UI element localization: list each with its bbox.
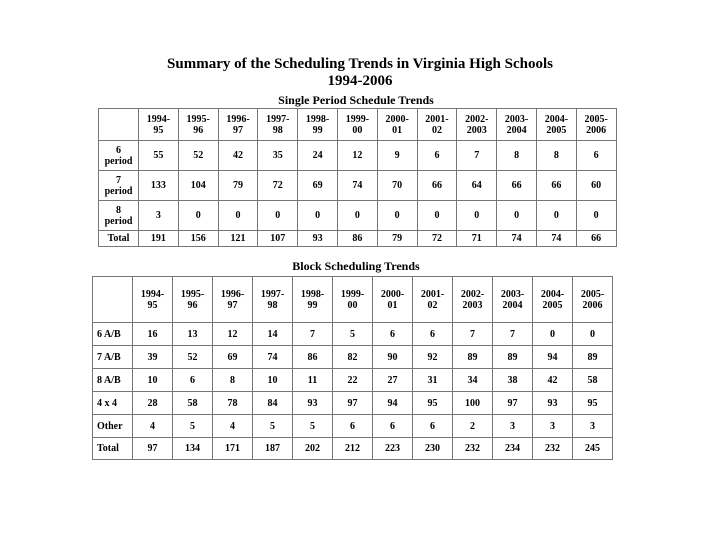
year-header: 1999- 00 <box>333 277 373 323</box>
table-cell: 66 <box>417 171 457 201</box>
table-cell: 234 <box>493 438 533 460</box>
year-header: 2000- 01 <box>377 109 417 141</box>
table-cell: 6 <box>413 323 453 346</box>
table-cell: 74 <box>337 171 377 201</box>
table-cell: 0 <box>178 201 218 231</box>
table-cell: 31 <box>413 369 453 392</box>
table-row <box>99 231 617 247</box>
table-cell: 10 <box>133 369 173 392</box>
table-cell: 121 <box>218 231 258 247</box>
table-cell: 0 <box>497 201 537 231</box>
table-cell: 12 <box>337 141 377 171</box>
row-label: 8 period <box>99 201 139 231</box>
table-cell: 104 <box>178 171 218 201</box>
block-title: Block Scheduling Trends <box>292 259 420 273</box>
table-cell: 13 <box>173 323 213 346</box>
table-cell: 28 <box>133 392 173 415</box>
table-cell: 0 <box>218 201 258 231</box>
row-label: 8 A/B <box>93 369 133 392</box>
table-cell: 7 <box>293 323 333 346</box>
table-cell: 6 <box>373 415 413 438</box>
table-cell: 42 <box>533 369 573 392</box>
table-cell: 60 <box>576 171 616 201</box>
table-row <box>93 415 613 438</box>
table-cell: 5 <box>253 415 293 438</box>
row-label: Total <box>99 231 139 247</box>
table-cell: 3 <box>573 415 613 438</box>
table-cell: 6 <box>333 415 373 438</box>
table-cell: 230 <box>413 438 453 460</box>
table-cell: 187 <box>253 438 293 460</box>
table-cell: 72 <box>258 171 298 201</box>
table-cell: 38 <box>493 369 533 392</box>
table-cell: 71 <box>457 231 497 247</box>
year-header: 1997- 98 <box>253 277 293 323</box>
table-cell: 156 <box>178 231 218 247</box>
table-cell: 52 <box>178 141 218 171</box>
year-header: 2000- 01 <box>373 277 413 323</box>
table-cell: 0 <box>298 201 338 231</box>
table-row <box>93 346 613 369</box>
table-row <box>99 141 617 171</box>
table-cell: 79 <box>218 171 258 201</box>
table-cell: 89 <box>493 346 533 369</box>
corner-cell <box>93 277 133 323</box>
table-cell: 232 <box>453 438 493 460</box>
table-cell: 191 <box>139 231 179 247</box>
year-header: 1994- 95 <box>133 277 173 323</box>
table-cell: 0 <box>258 201 298 231</box>
table-cell: 74 <box>253 346 293 369</box>
table-cell: 97 <box>333 392 373 415</box>
year-header: 2003- 2004 <box>497 109 537 141</box>
table-cell: 79 <box>377 231 417 247</box>
table-cell: 86 <box>337 231 377 247</box>
table-cell: 82 <box>333 346 373 369</box>
table-cell: 107 <box>258 231 298 247</box>
table-cell: 97 <box>493 392 533 415</box>
table-cell: 42 <box>218 141 258 171</box>
table-cell: 27 <box>373 369 413 392</box>
year-header: 2004- 2005 <box>536 109 576 141</box>
table-cell: 5 <box>173 415 213 438</box>
year-header: 1994- 95 <box>139 109 179 141</box>
table-cell: 171 <box>213 438 253 460</box>
year-header: 2005- 2006 <box>576 109 616 141</box>
table-cell: 58 <box>573 369 613 392</box>
table-cell: 74 <box>497 231 537 247</box>
year-header: 1997- 98 <box>258 109 298 141</box>
table-cell: 52 <box>173 346 213 369</box>
row-label: Total <box>93 438 133 460</box>
table-cell: 93 <box>293 392 333 415</box>
table-cell: 95 <box>413 392 453 415</box>
table-cell: 97 <box>133 438 173 460</box>
block-header-row <box>93 277 613 323</box>
single_period-header-row <box>99 109 617 141</box>
table-cell: 69 <box>213 346 253 369</box>
table-cell: 0 <box>573 323 613 346</box>
year-header: 2001- 02 <box>413 277 453 323</box>
table-cell: 223 <box>373 438 413 460</box>
table-cell: 232 <box>533 438 573 460</box>
table-cell: 89 <box>573 346 613 369</box>
table-cell: 0 <box>337 201 377 231</box>
table-cell: 58 <box>173 392 213 415</box>
single-period-table <box>98 108 617 247</box>
title-line-1: Summary of the Scheduling Trends in Virginia High Schools <box>167 56 553 72</box>
table-row <box>99 171 617 201</box>
row-label: 4 x 4 <box>93 392 133 415</box>
table-cell: 66 <box>497 171 537 201</box>
table-row <box>99 201 617 231</box>
row-label: Other <box>93 415 133 438</box>
table-cell: 212 <box>333 438 373 460</box>
table-cell: 100 <box>453 392 493 415</box>
year-header: 2001- 02 <box>417 109 457 141</box>
year-header: 1999- 00 <box>337 109 377 141</box>
table-cell: 35 <box>258 141 298 171</box>
row-label: 6 A/B <box>93 323 133 346</box>
row-label: 7 A/B <box>93 346 133 369</box>
table-cell: 0 <box>576 201 616 231</box>
table-cell: 3 <box>139 201 179 231</box>
table-cell: 66 <box>536 171 576 201</box>
table-cell: 93 <box>533 392 573 415</box>
year-header: 2002- 2003 <box>457 109 497 141</box>
table-cell: 72 <box>417 231 457 247</box>
table-cell: 39 <box>133 346 173 369</box>
title-line-2: 1994-2006 <box>327 73 393 89</box>
row-label: 6 period <box>99 141 139 171</box>
table-cell: 6 <box>173 369 213 392</box>
table-cell: 10 <box>253 369 293 392</box>
table-cell: 245 <box>573 438 613 460</box>
table-cell: 0 <box>533 323 573 346</box>
table-cell: 86 <box>293 346 333 369</box>
table-cell: 55 <box>139 141 179 171</box>
table-row <box>93 323 613 346</box>
year-header: 2002- 2003 <box>453 277 493 323</box>
table-cell: 9 <box>377 141 417 171</box>
table-cell: 64 <box>457 171 497 201</box>
table-cell: 0 <box>417 201 457 231</box>
table-cell: 11 <box>293 369 333 392</box>
table-cell: 2 <box>453 415 493 438</box>
table-cell: 95 <box>573 392 613 415</box>
table-cell: 69 <box>298 171 338 201</box>
row-label: 7 period <box>99 171 139 201</box>
table-cell: 74 <box>536 231 576 247</box>
table-cell: 7 <box>457 141 497 171</box>
table-cell: 8 <box>213 369 253 392</box>
table-cell: 93 <box>298 231 338 247</box>
table-cell: 4 <box>133 415 173 438</box>
table-cell: 0 <box>377 201 417 231</box>
table-cell: 5 <box>333 323 373 346</box>
table-cell: 7 <box>493 323 533 346</box>
table-cell: 3 <box>533 415 573 438</box>
corner-cell <box>99 109 139 141</box>
table-row <box>93 392 613 415</box>
table-cell: 5 <box>293 415 333 438</box>
table-cell: 90 <box>373 346 413 369</box>
single-period-title: Single Period Schedule Trends <box>278 93 434 107</box>
table-cell: 0 <box>536 201 576 231</box>
table-cell: 66 <box>576 231 616 247</box>
year-header: 1996- 97 <box>218 109 258 141</box>
year-header: 1995- 96 <box>178 109 218 141</box>
table-cell: 22 <box>333 369 373 392</box>
year-header: 1998- 99 <box>293 277 333 323</box>
document-title <box>0 56 720 90</box>
table-row <box>93 369 613 392</box>
table-cell: 89 <box>453 346 493 369</box>
table-cell: 6 <box>417 141 457 171</box>
table-cell: 6 <box>373 323 413 346</box>
table-cell: 94 <box>373 392 413 415</box>
table-cell: 8 <box>536 141 576 171</box>
table-cell: 6 <box>576 141 616 171</box>
table-cell: 78 <box>213 392 253 415</box>
table-cell: 134 <box>173 438 213 460</box>
year-header: 1998- 99 <box>298 109 338 141</box>
table-cell: 7 <box>453 323 493 346</box>
table-cell: 8 <box>497 141 537 171</box>
table-cell: 202 <box>293 438 333 460</box>
table-cell: 84 <box>253 392 293 415</box>
table-cell: 94 <box>533 346 573 369</box>
table-cell: 3 <box>493 415 533 438</box>
year-header: 2004- 2005 <box>533 277 573 323</box>
year-header: 1996- 97 <box>213 277 253 323</box>
table-cell: 24 <box>298 141 338 171</box>
year-header: 2005- 2006 <box>573 277 613 323</box>
block-scheduling-table <box>92 276 613 460</box>
table-cell: 70 <box>377 171 417 201</box>
table-cell: 92 <box>413 346 453 369</box>
year-header: 1995- 96 <box>173 277 213 323</box>
table-cell: 0 <box>457 201 497 231</box>
table-cell: 12 <box>213 323 253 346</box>
table-cell: 6 <box>413 415 453 438</box>
table-cell: 34 <box>453 369 493 392</box>
table-cell: 133 <box>139 171 179 201</box>
table-cell: 4 <box>213 415 253 438</box>
table-cell: 14 <box>253 323 293 346</box>
table-row <box>93 438 613 460</box>
table-cell: 16 <box>133 323 173 346</box>
year-header: 2003- 2004 <box>493 277 533 323</box>
